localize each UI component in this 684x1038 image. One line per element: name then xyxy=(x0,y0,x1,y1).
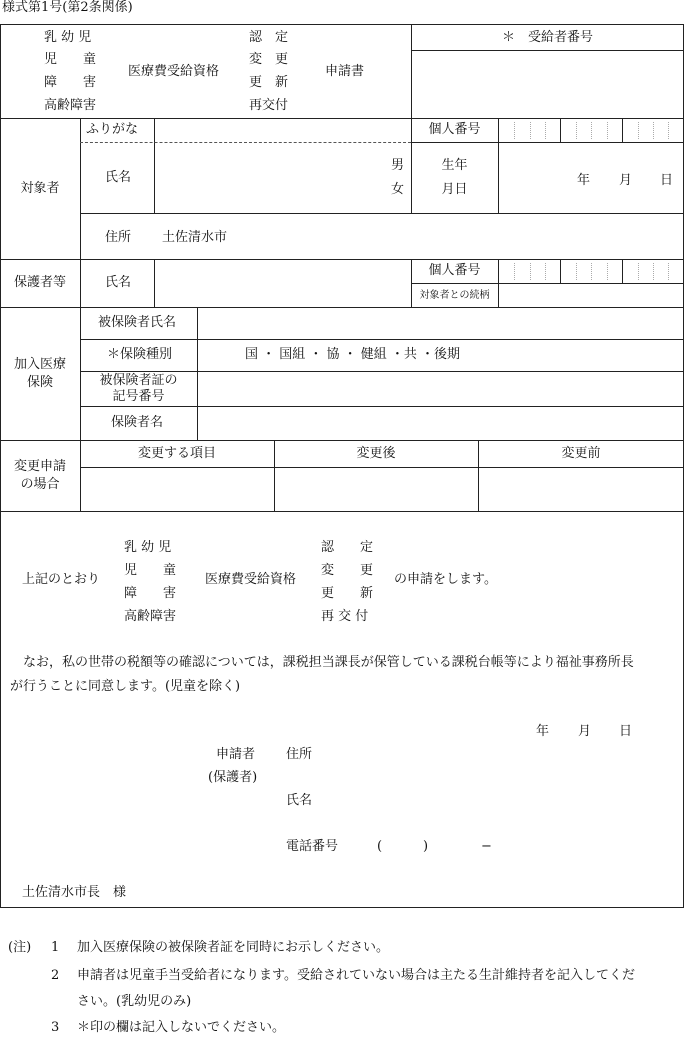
insurance-section-label-2: 保険 xyxy=(26,375,53,390)
addressee: 土佐清水市長 様 xyxy=(22,885,127,900)
guardian-personal-number-label: 個人番号 xyxy=(428,263,481,278)
guardian-name-label: 氏名 xyxy=(105,275,132,290)
change-before-field[interactable] xyxy=(479,468,683,511)
note-1-number: 1 xyxy=(51,940,60,955)
recipient-number-field[interactable] xyxy=(412,51,683,118)
phone-close-paren: ) xyxy=(423,839,429,854)
applicant-address-field[interactable] xyxy=(318,744,658,764)
guardian-personal-number-field[interactable] xyxy=(499,260,683,283)
insurance-card-field[interactable] xyxy=(198,372,683,406)
declaration-category-2: 児 童 xyxy=(124,563,177,578)
dob-month: 月 xyxy=(619,173,633,188)
dob-year: 年 xyxy=(577,173,591,188)
insurance-section-label-1: 加入医療 xyxy=(13,357,66,372)
applicant-name-label: 氏名 xyxy=(286,793,313,808)
insurance-card-label-2: 記号番号 xyxy=(112,389,165,404)
consent-text-2: が行うことに同意します。(児童を除く) xyxy=(10,679,241,694)
insured-name-field[interactable] xyxy=(198,308,683,339)
dob-day: 日 xyxy=(660,173,674,188)
furigana-label: ふりがな xyxy=(86,122,139,137)
guardian-name-field[interactable] xyxy=(155,260,411,307)
header-application: 申請書 xyxy=(325,64,365,79)
declaration-category-1: 乳 幼 児 xyxy=(124,540,172,555)
change-before-header: 変更前 xyxy=(561,446,601,461)
signature-date-day: 日 xyxy=(619,724,633,739)
header-action-2: 変 更 xyxy=(249,52,289,67)
dob-label-1: 生年 xyxy=(441,158,468,173)
change-after-header: 変更後 xyxy=(356,446,396,461)
declaration-category-3: 障 害 xyxy=(124,586,177,601)
declaration-action-1: 認 定 xyxy=(321,540,374,555)
applicant-name-field[interactable] xyxy=(318,790,658,810)
subject-name-field[interactable] xyxy=(155,143,385,213)
change-section-label-2: の場合 xyxy=(20,477,60,492)
header-qualification: 医療費受給資格 xyxy=(128,64,220,79)
note-3-number: 3 xyxy=(51,1020,60,1035)
dob-label-2: 月日 xyxy=(441,182,468,197)
insurance-type-options[interactable]: 国 ・ 国組 ・ 協 ・ 健組 ・共 ・後期 xyxy=(245,347,461,362)
notes-label: (注) xyxy=(8,940,32,955)
relation-field[interactable] xyxy=(499,284,683,307)
change-item-header: 変更する項目 xyxy=(137,446,216,461)
subject-personal-number-field[interactable] xyxy=(499,119,683,142)
insurer-field[interactable] xyxy=(198,407,683,440)
insurance-type-label: ＊保険種別 xyxy=(107,347,173,362)
recipient-number-label: ＊ 受給者番号 xyxy=(501,30,593,45)
note-2-text: 申請者は児童手当受給者になります。受給されていない場合は主たる生計維持者を記入してくだ xyxy=(77,968,635,983)
note-2-number: 2 xyxy=(51,968,60,983)
insurer-label: 保険者名 xyxy=(111,415,164,430)
header-action-1: 認 定 xyxy=(249,30,289,45)
form-id: 様式第1号(第2条関係) xyxy=(2,0,133,15)
subject-address-value[interactable]: 土佐清水市 xyxy=(162,230,228,245)
declaration-action-4: 再 交 付 xyxy=(321,609,369,624)
relation-label: 対象者との続柄 xyxy=(419,290,490,301)
subject-name-label: 氏名 xyxy=(105,170,132,185)
guardian-section-label: 保護者等 xyxy=(13,275,66,290)
change-after-field[interactable] xyxy=(275,468,478,511)
phone-open-paren: ( xyxy=(377,839,383,854)
phone-field[interactable] xyxy=(360,836,660,856)
header-action-3: 更 新 xyxy=(249,75,289,90)
sex-male[interactable]: 男 xyxy=(391,158,405,173)
declaration-action-3: 更 新 xyxy=(321,586,374,601)
subject-personal-number-label: 個人番号 xyxy=(428,122,481,137)
declaration-request: の申請をします。 xyxy=(394,572,497,587)
consent-text-1: なお，私の世帯の税額等の確認については，課税担当課長が保管している課税台帳等により福祉事務所長 xyxy=(10,655,634,670)
insurance-card-label-1: 被保険者証の xyxy=(99,373,178,388)
note-2-text-cont: さい。(乳幼児のみ) xyxy=(77,994,192,1009)
change-section-label-1: 変更申請 xyxy=(13,459,66,474)
note-3-text: ＊印の欄は記入しないでください。 xyxy=(77,1020,286,1035)
furigana-field[interactable] xyxy=(155,119,411,142)
subject-section-label: 対象者 xyxy=(20,181,60,196)
applicant-address-label: 住所 xyxy=(286,747,313,762)
header-category-4: 高齢障害 xyxy=(44,98,97,113)
header-category-1: 乳 幼 児 xyxy=(44,30,92,45)
phone-dash: − xyxy=(481,839,492,854)
note-1-text: 加入医療保険の被保険者証を同時にお示しください。 xyxy=(77,940,390,955)
insured-name-label: 被保険者氏名 xyxy=(98,315,177,330)
signature-date-month: 月 xyxy=(578,724,592,739)
header-category-3: 障 害 xyxy=(44,75,97,90)
applicant-guardian-label: (保護者) xyxy=(208,770,258,785)
declaration-as-above: 上記のとおり xyxy=(22,572,101,587)
declaration-category-4: 高齢障害 xyxy=(124,609,177,624)
change-item-field[interactable] xyxy=(81,468,274,511)
subject-address-label: 住所 xyxy=(105,230,132,245)
sex-female[interactable]: 女 xyxy=(391,182,405,197)
declaration-action-2: 変 更 xyxy=(321,563,374,578)
applicant-label: 申請者 xyxy=(216,747,256,762)
declaration-qualification: 医療費受給資格 xyxy=(205,572,297,587)
header-action-4: 再交付 xyxy=(249,98,289,113)
phone-label: 電話番号 xyxy=(286,839,339,854)
signature-date-year: 年 xyxy=(536,724,550,739)
header-category-2: 児 童 xyxy=(44,52,97,67)
